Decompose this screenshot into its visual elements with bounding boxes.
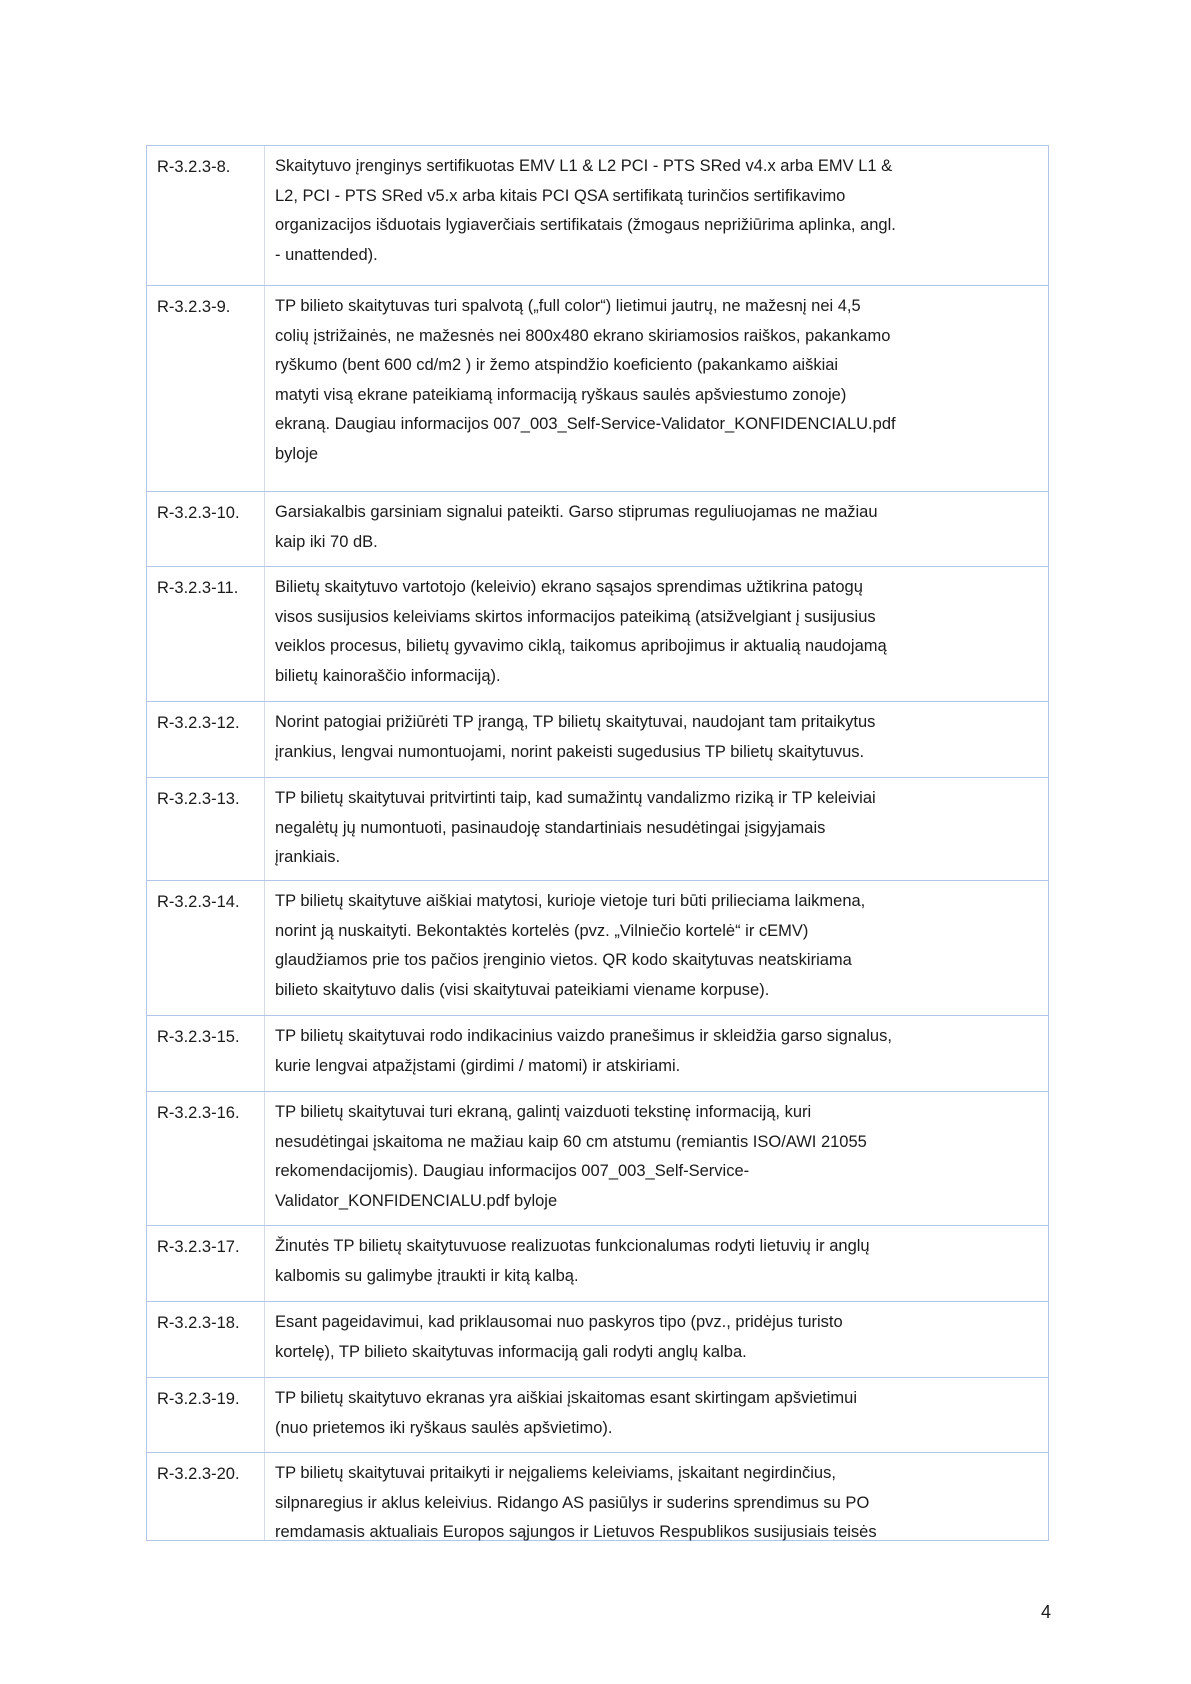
- requirement-id: R-3.2.3-15.: [147, 1016, 265, 1091]
- table-row: [147, 1302, 1048, 1378]
- text-line: kortelę), TP bilieto skaitytuvas informaciją gali rodyti anglų kalba.: [275, 1342, 747, 1361]
- text-line: colių įstrižainės, ne mažesnės nei 800x480 ekrano skiriamosios raiškos, pakankamo: [275, 326, 891, 345]
- requirement-id: R-3.2.3-19.: [147, 1378, 265, 1452]
- text-line: visos susijusios keleiviams skirtos informacijos pateikimą (atsižvelgiant į susijusius: [275, 607, 876, 626]
- requirement-text: [265, 286, 1048, 491]
- table-row: [147, 778, 1048, 881]
- text-line: Garsiakalbis garsiniam signalui pateikti. Garso stiprumas reguliuojamas ne mažiau: [275, 503, 878, 521]
- requirement-id: R-3.2.3-17.: [147, 1226, 265, 1301]
- text-line: Skaitytuvo įrenginys sertifikuotas EMV L1 & L2 PCI - PTS SRed v4.x arba EMV L1 &: [275, 157, 893, 175]
- text-line: Bilietų skaitytuvo vartotojo (keleivio) ekrano sąsajos sprendimas užtikrina patogų: [275, 578, 863, 596]
- requirement-text: [265, 146, 1048, 285]
- requirement-id: R-3.2.3-18.: [147, 1302, 265, 1377]
- text-line: Validator_KONFIDENCIALU.pdf byloje: [275, 1191, 558, 1210]
- requirements-table: [146, 145, 1049, 1541]
- requirement-text: [265, 1016, 1048, 1091]
- text-line: TP bilietų skaitytuve aiškiai matytosi, kurioje vietoje turi būti prilieciama laikmena,: [275, 892, 866, 910]
- text-line: Žinutės TP bilietų skaitytuvuose realizuotas funkcionalumas rodyti lietuvių ir anglų: [275, 1237, 870, 1255]
- table-row: [147, 567, 1048, 702]
- requirement-id: R-3.2.3-8.: [147, 146, 265, 285]
- text-line: TP bilietų skaitytuvai rodo indikacinius vaizdo pranešimus ir skleidžia garso signalus,: [275, 1027, 892, 1045]
- text-line: kurie lengvai atpažįstami (girdimi / matomi) ir atskiriami.: [275, 1056, 681, 1075]
- table-row: [147, 1092, 1048, 1226]
- text-line: norint ją nuskaityti. Bekontaktės kortelės (pvz. „Vilniečio kortelė“ ir cEMV): [275, 921, 809, 940]
- text-line: TP bilietų skaitytuvai pritvirtinti taip, kad sumažintų vandalizmo riziką ir TP keleiviai: [275, 789, 876, 807]
- requirement-text: [265, 881, 1048, 1015]
- text-line: kalbomis su galimybe įtraukti ir kitą kalbą.: [275, 1266, 579, 1285]
- requirement-text: [265, 567, 1048, 701]
- text-line: TP bilietų skaitytuvai pritaikyti ir neįgaliems keleiviams, įskaitant negirdinčius,: [275, 1464, 836, 1482]
- text-line: įrankiais.: [275, 848, 341, 866]
- text-line: įrankius, lengvai numontuojami, norint pakeisti sugedusius TP bilietų skaitytuvus.: [275, 742, 865, 761]
- text-line: byloje: [275, 444, 319, 463]
- text-line: negalėtų jų numontuoti, pasinaudoję standartiniais nesudėtingai įsigyjamais: [275, 818, 826, 837]
- requirement-text: [265, 1302, 1048, 1377]
- text-line: TP bilietų skaitytuvo ekranas yra aiškiai įskaitomas esant skirtingam apšvietimui: [275, 1389, 858, 1407]
- text-line: L2, PCI - PTS SRed v5.x arba kitais PCI QSA sertifikatą turinčios sertifikavimo: [275, 186, 846, 205]
- requirement-id: R-3.2.3-20.: [147, 1453, 265, 1540]
- text-line: Norint patogiai prižiūrėti TP įrangą, TP bilietų skaitytuvai, naudojant tam pritaikytus: [275, 713, 876, 731]
- table-row: [147, 1453, 1048, 1541]
- table-row: [147, 492, 1048, 567]
- text-line: - unattended).: [275, 245, 378, 264]
- requirement-id: R-3.2.3-14.: [147, 881, 265, 1015]
- text-line: glaudžiamos prie tos pačios įrenginio vietos. QR kodo skaitytuvas neatskiriama: [275, 951, 852, 969]
- text-line: silpnaregius ir aklus keleivius. Ridango AS pasiūlys ir suderins sprendimus su PO: [275, 1493, 870, 1512]
- table-row: [147, 1226, 1048, 1302]
- text-line: organizacijos išduotais lygiaverčiais sertifikatais (žmogaus neprižiūrima aplinka, angl.: [275, 216, 896, 234]
- text-line: rekomendacijomis). Daugiau informacijos 007_003_Self-Service-: [275, 1162, 750, 1180]
- requirement-id: R-3.2.3-10.: [147, 492, 265, 566]
- requirement-text: [265, 492, 1048, 566]
- text-line: Esant pageidavimui, kad priklausomai nuo paskyros tipo (pvz., pridėjus turisto: [275, 1313, 843, 1331]
- requirement-id: R-3.2.3-16.: [147, 1092, 265, 1225]
- requirement-text: [265, 1378, 1048, 1452]
- text-line: ekraną. Daugiau informacijos 007_003_Self-Service-Validator_KONFIDENCIALU.pdf: [275, 415, 896, 433]
- text-line: TP bilietų skaitytuvai turi ekraną, galintį vaizduoti tekstinę informaciją, kuri: [275, 1103, 812, 1121]
- text-line: ryškumo (bent 600 cd/m2 ) ir žemo atspindžio koeficiento (pakankamo aiškiai: [275, 356, 839, 374]
- text-line: bilieto skaitytuvo dalis (visi skaitytuvai pateikiami viename korpuse).: [275, 980, 770, 999]
- table-row: [147, 146, 1048, 286]
- table-row: [147, 1016, 1048, 1092]
- text-line: kaip iki 70 dB.: [275, 532, 378, 551]
- requirement-id: R-3.2.3-13.: [147, 778, 265, 880]
- text-line: veiklos procesus, bilietų gyvavimo ciklą, taikomus apribojimus ir aktualią naudojamą: [275, 637, 887, 655]
- requirement-id: R-3.2.3-11.: [147, 567, 265, 701]
- requirement-text: [265, 1092, 1048, 1225]
- text-line: bilietų kainoraščio informaciją).: [275, 666, 501, 685]
- text-line: matyti visą ekrane pateikiamą informaciją ryškaus saulės apšviestumo zonoje): [275, 385, 847, 404]
- requirement-text: [265, 1453, 1048, 1540]
- table-row: [147, 702, 1048, 778]
- requirement-id: R-3.2.3-12.: [147, 702, 265, 777]
- requirement-text: [265, 702, 1048, 777]
- table-row: [147, 881, 1048, 1016]
- text-line: remdamasis aktualiais Europos sąjungos ir Lietuvos Respublikos susijusiais teisės: [275, 1523, 877, 1541]
- table-row: [147, 1378, 1048, 1453]
- text-line: nesudėtingai įskaitoma ne mažiau kaip 60 cm atstumu (remiantis ISO/AWI 21055: [275, 1132, 867, 1151]
- page-number: 4: [1041, 1602, 1052, 1622]
- requirement-text: [265, 1226, 1048, 1301]
- text-line: (nuo prietemos iki ryškaus saulės apšvietimo).: [275, 1418, 613, 1437]
- requirement-text: [265, 778, 1048, 880]
- table-row: [147, 286, 1048, 492]
- text-line: TP bilieto skaitytuvas turi spalvotą („full color“) lietimui jautrų, ne mažesnį nei 4,5: [275, 297, 861, 315]
- requirement-id: R-3.2.3-9.: [147, 286, 265, 491]
